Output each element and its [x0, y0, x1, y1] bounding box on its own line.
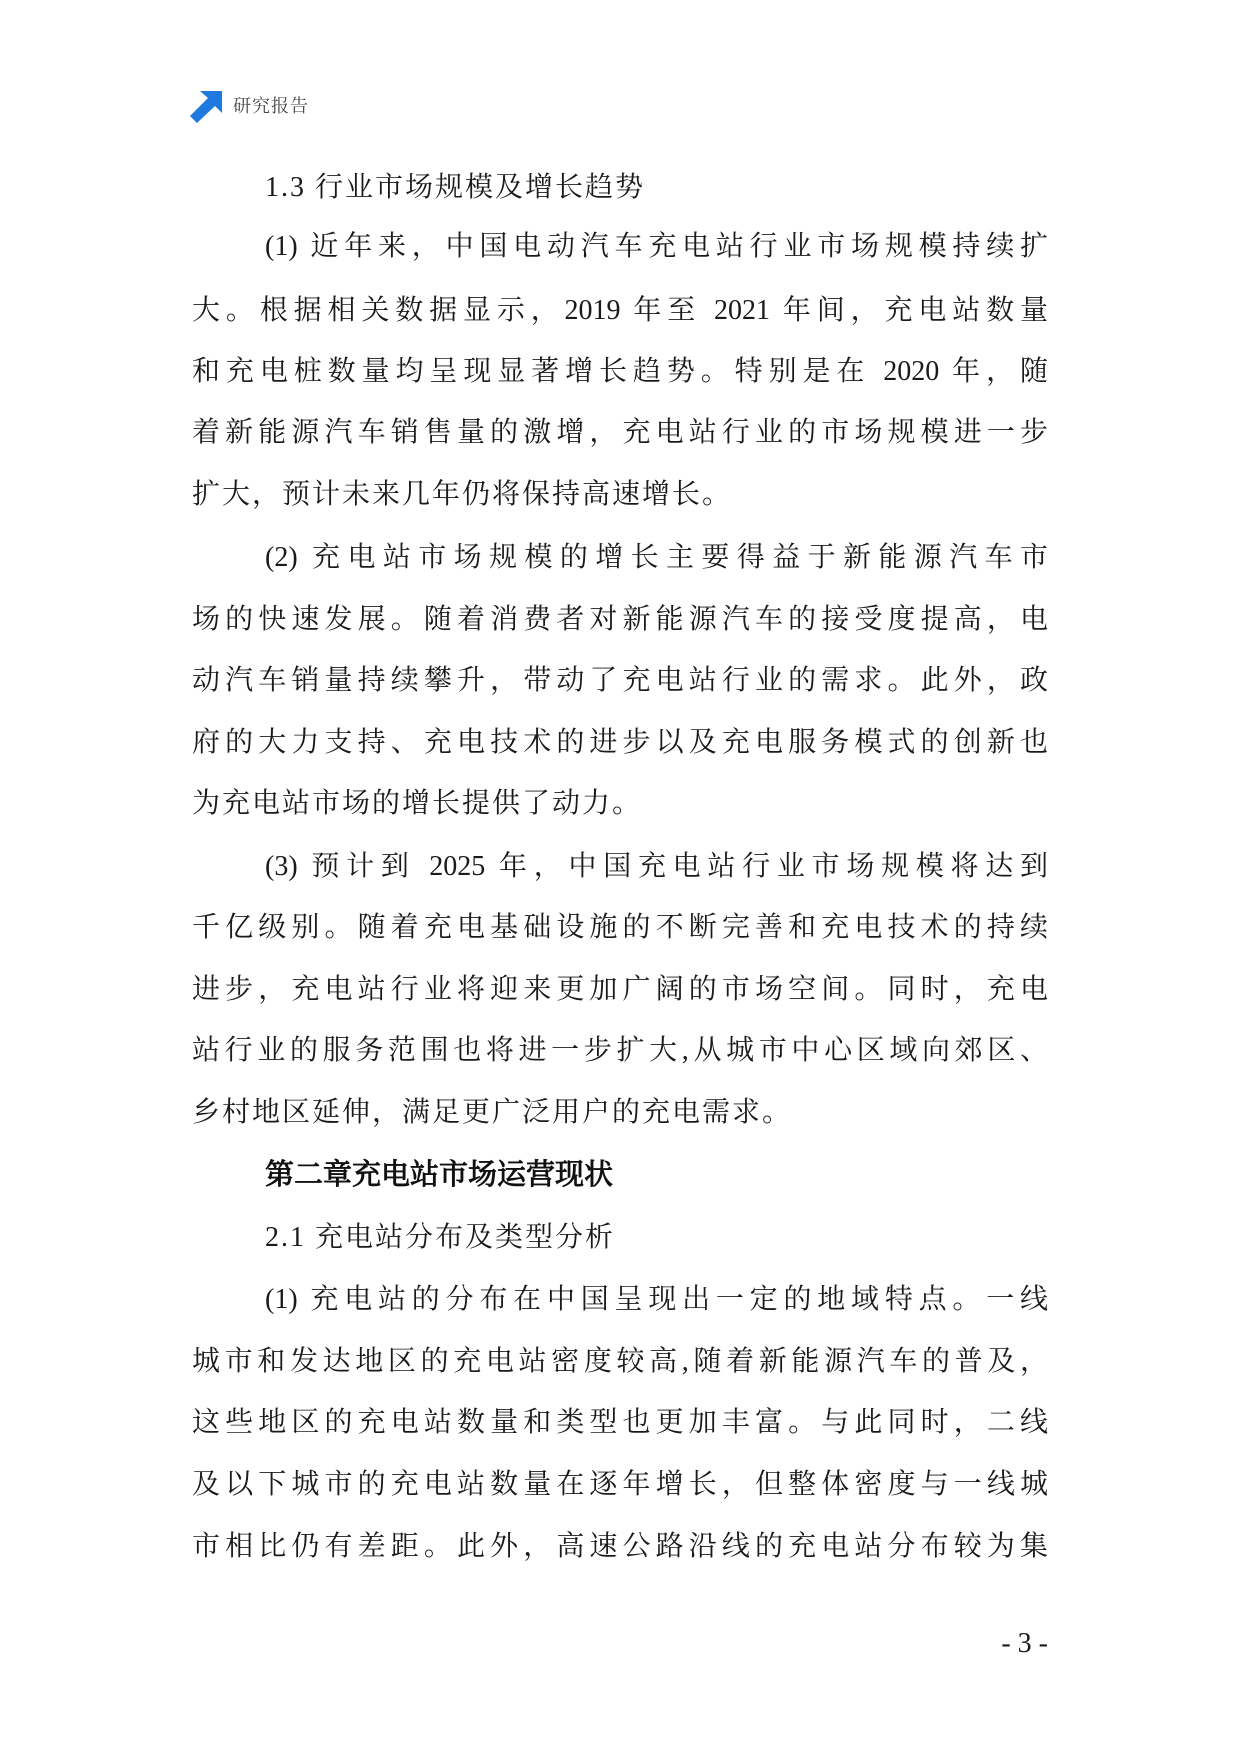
paragraph-line: 站行业的服务范围也将进一步扩大,从城市中心区域向郊区、 [192, 1035, 1048, 1066]
paragraph-line: 千亿级别。随着充电基础设施的不断完善和充电技术的持续 [192, 912, 1048, 943]
paragraph-line: 进步，充电站行业将迎来更加广阔的市场空间。同时，充电 [192, 974, 1048, 1005]
paragraph-line: (1) 充电站的分布在中国呈现出一定的地域特点。一线 [265, 1284, 1048, 1315]
chapter-title: 第二章充电站市场运营现状 [265, 1159, 614, 1191]
paragraph-line: 为充电站市场的增长提供了动力。 [192, 788, 643, 819]
paragraph-line: 和充电桩数量均呈现显著增长趋势。特别是在 2020 年，随 [192, 356, 1048, 387]
paragraph-line: 这些地区的充电站数量和类型也更加丰富。与此同时，二线 [192, 1407, 1048, 1438]
paragraph-line: 及以下城市的充电站数量在逐年增长，但整体密度与一线城 [192, 1469, 1048, 1500]
paragraph-line: 大。根据相关数据显示，2019 年至 2021 年间，充电站数量 [192, 295, 1048, 326]
paragraph-line: 场的快速发展。随着消费者对新能源汽车的接受度提高，电 [192, 604, 1048, 635]
arrow-up-right-logo-icon [190, 91, 222, 123]
paragraph-line: 扩大，预计未来几年仍将保持高速增长。 [192, 479, 733, 510]
paragraph-line: 市相比仍有差距。此外，高速公路沿线的充电站分布较为集 [192, 1531, 1048, 1562]
section-heading: 2.1 充电站分布及类型分析 [265, 1222, 616, 1253]
paragraph-line: 着新能源汽车销售量的激增，充电站行业的市场规模进一步 [192, 417, 1048, 448]
paragraph-line: 动汽车销量持续攀升，带动了充电站行业的需求。此外，政 [192, 665, 1048, 696]
section-heading: 1.3 行业市场规模及增长趋势 [265, 172, 646, 203]
paragraph-line: 城市和发达地区的充电站密度较高,随着新能源汽车的普及， [192, 1346, 1048, 1377]
page-number: - 3 - [1001, 1628, 1048, 1659]
paragraph-line: 乡村地区延伸，满足更广泛用户的充电需求。 [192, 1097, 793, 1128]
header-label: 研究报告 [233, 96, 309, 116]
paragraph-line: (3) 预计到 2025 年，中国充电站行业市场规模将达到 [265, 851, 1048, 882]
paragraph-line: (1) 近年来，中国电动汽车充电站行业市场规模持续扩 [265, 231, 1048, 262]
paragraph-line: (2) 充电站市场规模的增长主要得益于新能源汽车市 [265, 542, 1048, 573]
paragraph-line: 府的大力支持、充电技术的进步以及充电服务模式的创新也 [192, 727, 1048, 758]
